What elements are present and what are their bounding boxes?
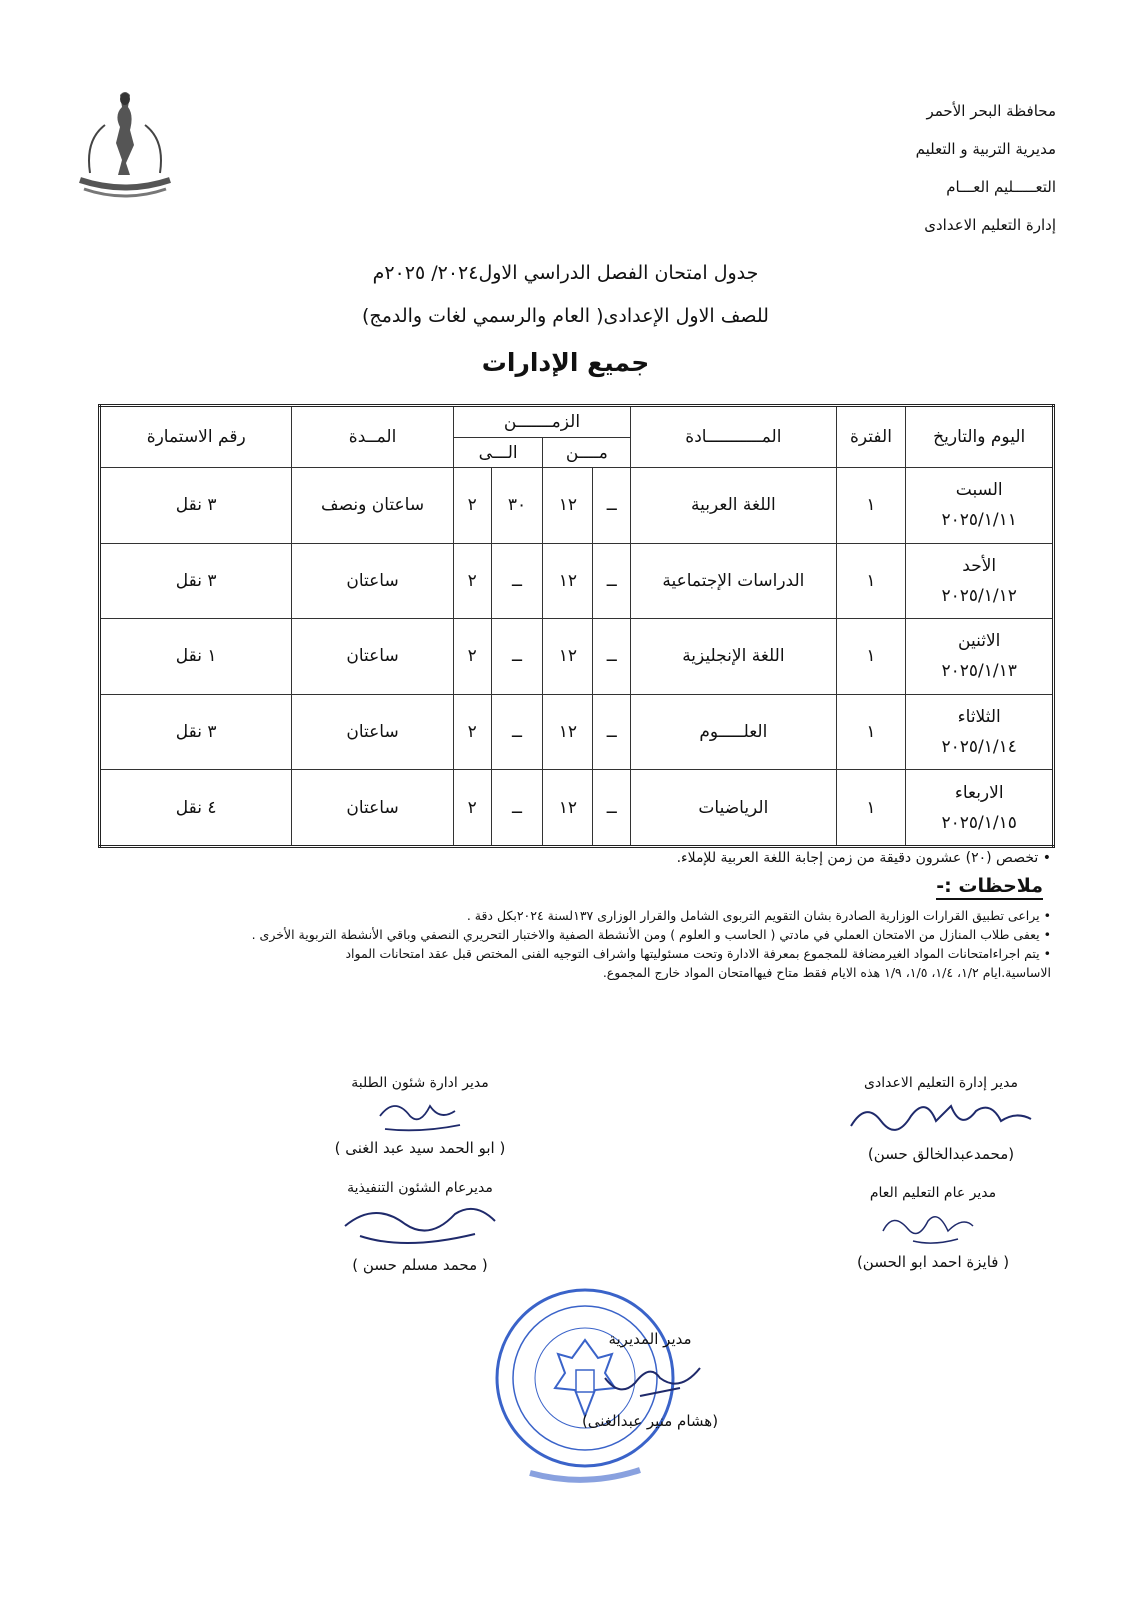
subject-cell: الدراسات الإجتماعية — [631, 543, 836, 619]
from-hour-cell: ١٢ — [543, 468, 593, 544]
day-name: الثلاثاء — [957, 706, 1001, 727]
signature-title: مديرعام الشئون التنفيذية — [347, 1180, 493, 1196]
signature-block-executive-affairs — [310, 1180, 530, 1274]
table-row — [100, 619, 1054, 695]
table-row — [100, 770, 1054, 847]
from-hour-cell: ١٢ — [543, 543, 593, 619]
notes-list — [71, 906, 1051, 982]
handwritten-signature-icon — [335, 1196, 505, 1252]
from-hour-cell: ١٢ — [543, 619, 593, 695]
signatory-name: (محمدعبدالخالق حسن) — [867, 1145, 1015, 1163]
exam-date: ٢٠٢٥/١/١٢ — [941, 585, 1017, 606]
header-form-number: رقم الاستمارة — [100, 406, 292, 468]
subject-cell: العلـــــوم — [631, 694, 836, 770]
to-hour-cell: ٢ — [453, 619, 491, 695]
to-minute-cell: ــ — [491, 770, 543, 847]
period-cell: ١ — [836, 468, 906, 544]
day-name: السبت — [955, 480, 1003, 501]
note-item: الاساسية.ايام ١/٢، ١/٤، ١/٥، ١/٩ هذه الايام فقط متاح فيهاامتحان المواد خارج المجموع. — [602, 965, 1051, 980]
from-dash-cell: ــ — [593, 543, 631, 619]
handwritten-signature-icon — [841, 1091, 1041, 1141]
schedule-title: جدول امتحان الفصل الدراسي الاول٢٠٢٤/ ٢٠٢٥م — [372, 262, 759, 284]
department-label: إدارة التعليم الاعدادى — [924, 216, 1056, 234]
handwritten-signature-icon — [580, 1348, 720, 1408]
day-date-cell — [906, 619, 1054, 695]
note-item: • يتم اجراءامتحانات المواد الغيرمضافة للمجموع بمعرفة الادارة وتحت مسئوليتها واشراف التوجيه الفنى المختص قبل عقد امتحانات المواد — [345, 946, 1051, 961]
exam-date: ٢٠٢٥/١/١٤ — [941, 736, 1017, 757]
exam-date: ٢٠٢٥/١/١٣ — [941, 661, 1017, 682]
from-dash-cell: ــ — [593, 770, 631, 847]
period-cell: ١ — [836, 694, 906, 770]
form-number-cell: ٣ نقل — [100, 694, 292, 770]
form-number-cell: ٣ نقل — [100, 468, 292, 544]
general-education-label: التعـــــليم العـــام — [946, 178, 1056, 196]
day-name: الاربعاء — [954, 782, 1004, 803]
to-hour-cell: ٢ — [453, 543, 491, 619]
handwritten-signature-icon — [365, 1091, 475, 1135]
signature-block-general-director — [823, 1185, 1043, 1271]
from-dash-cell: ــ — [593, 619, 631, 695]
period-cell: ١ — [836, 619, 906, 695]
day-name: الأحد — [962, 555, 997, 576]
day-date-cell — [906, 468, 1054, 544]
signature-block-student-affairs — [310, 1075, 530, 1157]
grade-subtitle: للصف الاول الإعدادى( العام والرسمي لغات والدمج) — [362, 305, 769, 327]
header-time: الزمـــــــن — [453, 406, 630, 438]
period-cell: ١ — [836, 770, 906, 847]
signatory-name: ( ابو الحمد سيد عبد الغنى ) — [334, 1139, 506, 1157]
to-hour-cell: ٢ — [453, 694, 491, 770]
exam-schedule-table — [98, 404, 1055, 848]
directorate-label: مديرية التربية و التعليم — [915, 140, 1056, 158]
from-dash-cell: ــ — [593, 694, 631, 770]
signature-block-directorate-head — [560, 1330, 740, 1430]
to-minute-cell: ــ — [491, 619, 543, 695]
governorate-logo-icon — [70, 85, 180, 200]
signature-title: مدير إدارة التعليم الاعدادى — [864, 1075, 1018, 1091]
signature-title: مدير المديرية — [608, 1330, 692, 1348]
subject-cell: اللغة الإنجليزية — [631, 619, 836, 695]
signature-title: مدير عام التعليم العام — [869, 1185, 997, 1201]
note-item: • يعفى طلاب المنازل من الامتحان العملي في مادتي ( الحاسب و العلوم ) ومن الأنشطة الصفية والاختبار التحريري النصفي وباقي الأنشطة التربوية الأخرى . — [251, 927, 1051, 942]
header-block — [796, 92, 1056, 244]
form-number-cell: ٤ نقل — [100, 770, 292, 847]
exam-date: ٢٠٢٥/١/١٥ — [941, 812, 1017, 833]
table-row — [100, 543, 1054, 619]
table-row — [100, 468, 1054, 544]
dictation-note: • تخصص (٢٠) عشرون دقيقة من زمن إجابة اللغة العربية للإملاء. — [676, 850, 1051, 866]
day-name: الاثنين — [958, 631, 1001, 652]
header-duration: المــدة — [292, 406, 453, 468]
to-minute-cell: ــ — [491, 543, 543, 619]
signature-block-prep-director — [831, 1075, 1051, 1163]
header-from: مــــن — [543, 438, 631, 468]
header-subject: المـــــــــــادة — [631, 406, 836, 468]
header-day-date: اليوم والتاريخ — [906, 406, 1054, 468]
period-cell: ١ — [836, 543, 906, 619]
to-minute-cell: ٣٠ — [491, 468, 543, 544]
signatory-name: (هشام منير عبدالغنى) — [581, 1412, 719, 1430]
to-hour-cell: ٢ — [453, 770, 491, 847]
signatory-name: ( محمد مسلم حسن ) — [352, 1256, 488, 1274]
handwritten-signature-icon — [873, 1201, 993, 1249]
header-period: الفترة — [836, 406, 906, 468]
from-hour-cell: ١٢ — [543, 694, 593, 770]
note-item: • يراعى تطبيق القرارات الوزارية الصادرة بشان التقويم التربوى الشامل والقرار الوزارى ١٣٧لسنة ٢٠٢٤بكل دقة . — [466, 908, 1051, 923]
day-date-cell — [906, 770, 1054, 847]
duration-cell: ساعتان — [292, 770, 453, 847]
from-hour-cell: ١٢ — [543, 770, 593, 847]
administrations-heading: جميع الإدارات — [481, 348, 650, 377]
exam-date: ٢٠٢٥/١/١١ — [941, 510, 1017, 531]
header-to: الـــى — [453, 438, 543, 468]
day-date-cell — [906, 543, 1054, 619]
table-row — [100, 694, 1054, 770]
notes-heading: ملاحظات :- — [936, 875, 1043, 900]
duration-cell: ساعتان ونصف — [292, 468, 453, 544]
signature-title: مدير ادارة شئون الطلبة — [351, 1075, 489, 1091]
duration-cell: ساعتان — [292, 543, 453, 619]
form-number-cell: ١ نقل — [100, 619, 292, 695]
from-dash-cell: ــ — [593, 468, 631, 544]
duration-cell: ساعتان — [292, 694, 453, 770]
to-hour-cell: ٢ — [453, 468, 491, 544]
duration-cell: ساعتان — [292, 619, 453, 695]
to-minute-cell: ــ — [491, 694, 543, 770]
signatory-name: ( فايزة احمد ابو الحسن) — [856, 1253, 1010, 1271]
subject-cell: اللغة العربية — [631, 468, 836, 544]
governorate-label: محافظة البحر الأحمر — [926, 102, 1056, 120]
day-date-cell — [906, 694, 1054, 770]
subject-cell: الرياضيات — [631, 770, 836, 847]
form-number-cell: ٣ نقل — [100, 543, 292, 619]
